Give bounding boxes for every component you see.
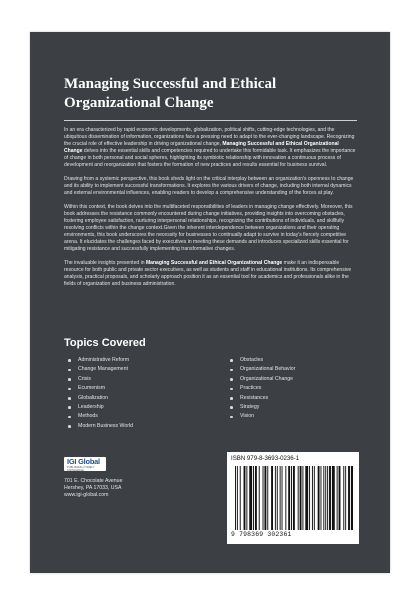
publisher-logo xyxy=(64,457,106,471)
publisher-address xyxy=(64,478,122,499)
barcode-icon xyxy=(235,466,353,530)
title-divider xyxy=(64,120,357,121)
topic-item: Crisis xyxy=(66,375,133,384)
publisher-logo-text: IGI Global xyxy=(67,457,100,466)
topic-item: Vision xyxy=(228,412,295,421)
isbn-digits: 9 798369 302361 xyxy=(231,531,292,538)
book-title: Managing Successful and Ethical Organizational Change xyxy=(64,76,277,111)
back-cover xyxy=(30,32,390,573)
topic-item: Leadership xyxy=(66,403,133,412)
topic-item: Change Management xyxy=(66,365,133,374)
publisher-website: www.igi-global.com xyxy=(64,492,109,498)
topic-item: Administrative Reform xyxy=(66,356,133,365)
paragraph-4-book-title: Managing Successful and Ethical Organizational Change xyxy=(145,260,283,266)
topics-list-right xyxy=(228,356,295,422)
address-city: Hershey, PA 17033, USA xyxy=(64,485,122,491)
paragraph-4-text-continued: make it an indispensable resource for both public and private sector executives, as well as students and staff in educational institutions. Its comprehensive analysis, practical proposals, and scholarly approach position it as an essential tool for academics and professionals alike in the fields of organization and business administration. xyxy=(64,260,352,287)
paragraph-1-text-continued: delves into the essential skills and competencies required to undertake this formidable task. It emphasizes the importance of change in both personal and social spheres, highlighting its symbiotic relationship with innovation a continuous process of development and reorganization that fosters the formation of new practices and results essential for business survival. xyxy=(64,148,356,168)
address-street: 701 E. Chocolate Avenue xyxy=(64,478,123,484)
topic-item: Resistances xyxy=(228,394,295,403)
paragraph-1-text: In an era characterized by rapid economic developments, globalization, political shifts, cutting-edge technologies, and the ubiquitous dissemination of information, organizations face a pressing need to adapt to the ever-changing landscape. Recognizing the crucial role of effective leadership in driving organizational change, xyxy=(64,127,355,147)
isbn-label: ISBN 979-8-3693-0236-1 xyxy=(231,455,300,462)
topics-list-left xyxy=(66,356,133,431)
description-paragraph-1 xyxy=(64,127,358,169)
paragraph-1-book-title: Managing Successful and Ethical Organizational Change xyxy=(64,141,339,154)
topic-item: Modern Business World xyxy=(66,422,133,431)
description-paragraph-3: Within this context, the book delves into the multifaceted responsibilities of leaders in managing change effectively. Moreover, this book addresses the resistance commonly encountered during change initiatives, providing insights into overcoming obstacles, fostering employee satisfaction, nurturing interpersonal relationships, recognizing the contributions of individuals, and skillfully resolving conflicts within the change context.Given the inherent interdependence between organizations and their operating environments, this book underscores the necessity for businesses to continually adapt to survive in today's fiercely competitive arena. It elucidates the challenges faced by executives in meeting these demands and introduces specialized skills essential for mitigating resistance and successfully implementing transformative changes. xyxy=(64,204,353,252)
topic-item: Globalization xyxy=(66,394,133,403)
topic-item: Ecumenism xyxy=(66,384,133,393)
isbn-barcode-panel xyxy=(227,452,359,544)
topic-item: Methods xyxy=(66,412,133,421)
publisher-logo-tagline: PUBLISHER of TIMELY KNOWLEDGE xyxy=(67,466,95,472)
topic-item: Practices xyxy=(228,384,295,393)
topic-item: Obstacles xyxy=(228,356,295,365)
book-description xyxy=(64,127,358,295)
description-paragraph-4 xyxy=(64,260,358,288)
topic-item: Strategy xyxy=(228,403,295,412)
topics-heading: Topics Covered xyxy=(64,337,146,349)
paragraph-4-text: The invaluable insights presented in xyxy=(64,260,146,266)
topic-item: Organizational Behavior xyxy=(228,365,295,374)
description-paragraph-2: Drawing from a systemic perspective, this book sheds light on the critical interplay between an organization's openness to change and its ability to implement successful transformations. It explores the various drivers of change, including both internal dynamics and external environmental influences, enabling readers to develop a comprehensive understanding of the forces at play. xyxy=(64,176,354,196)
topic-item: Organizational Change xyxy=(228,375,295,384)
